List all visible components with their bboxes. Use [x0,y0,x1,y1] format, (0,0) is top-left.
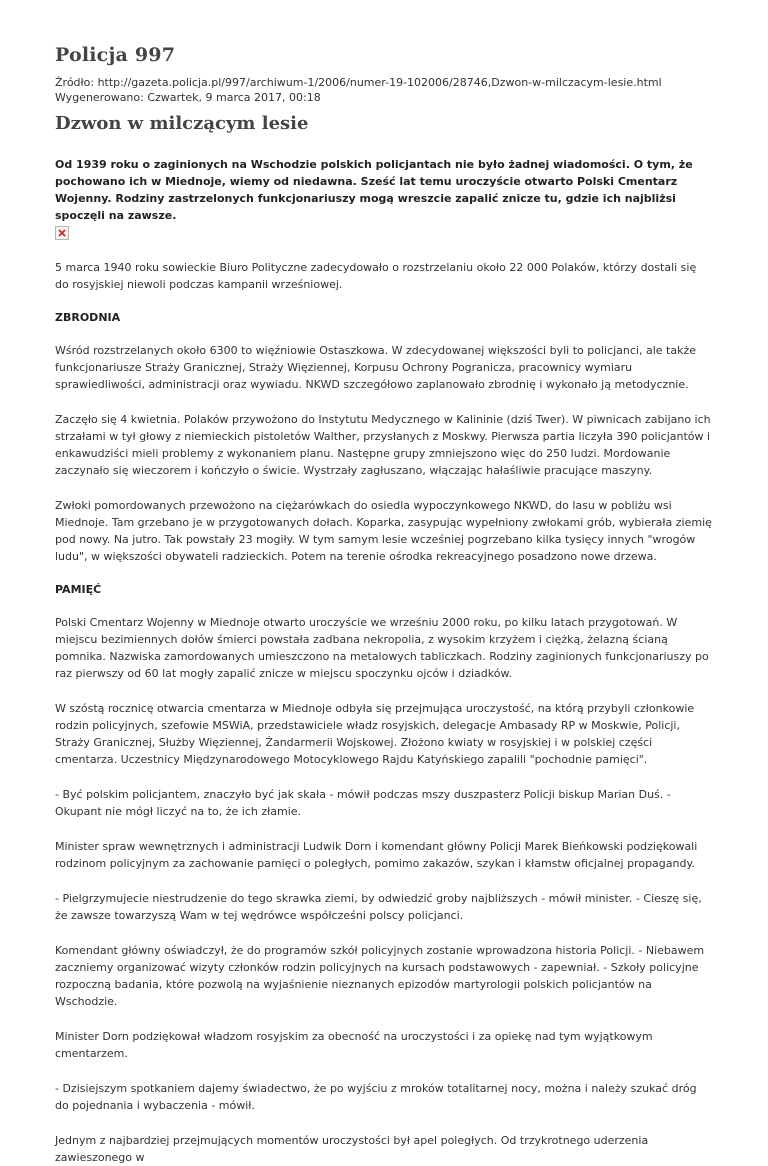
paragraph: Polski Cmentarz Wojenny w Miednoje otwarto uroczyście we wrześniu 2000 roku, po kilku latach przygotowań. W miejscu bezimiennych dołów śmierci powstała zadbana nekropolia, z wysokim krzyżem i ciężką, żelazną ścianą pomnika. Nazwiska zamordowanych umieszczono na metalowych tabliczkach. Rodziny zaginionych funkcjonariuszy po raz pierwszy od 60 lat mogły zapalić znicze w miejscu spoczynku ojców i dziadków. [55,616,709,680]
paragraph: Minister Dorn podziękował władzom rosyjskim za obecność na uroczystości i za opiekę nad tym wyjątkowym cmentarzem. [55,1030,653,1060]
paragraph: Komendant główny oświadczył, że do programów szkół policyjnych zostanie wprowadzona historia Policji. - Niebawem zaczniemy organizować wizyty członków rodzin policyjnych na kursach podstawowych - zapewniał. - Szkoły policyjne rozpoczną badania, które pozwolą na wyjaśnienie nieznanych epizodów martyrologii polskich policjantów na Wschodzie. [55,944,705,1008]
paragraph: W szóstą rocznicę otwarcia cmentarza w Miednoje odbyła się przejmująca uroczystość, na którą przybyli członkowie rodzin policyjnych, szefowie MSWiA, przedstawiciele władz rosyjskich, delegacje Ambasady RP w Moskwie, Policji, Straży Granicznej, Służby Więziennej, Żandarmerii Wojskowej. Złożono kwiaty w rosyjskiej i w polskiej części cmentarza. Uczestnicy Międzynarodowego Motocyklowego Rajdu Katyńskiego zapalili "pochodnie pamięci". [55,702,695,766]
paragraph: 5 marca 1940 roku sowieckie Biuro Polityczne zadecydowało o rozstrzelaniu około 22 000 Polaków, którzy dostali się do rosyjskiej niewoli podczas kampanii wrześniowej. [55,261,697,291]
paragraph: Wśród rozstrzelanych około 6300 to więźniowie Ostaszkowa. W zdecydowanej większości byli to policjanci, ale także funkcjonariusze Straży Granicznej, Straży Więziennej, Korpusu Ochrony Pogranicza, pracownicy wymiaru sprawiedliwości, administracji oraz wywiadu. NKWD szczegółowo zaplanowało zbrodnię i wykonało ją metodycznie. [55,344,697,391]
broken-image-icon [55,226,69,240]
article-title: Dzwon w milczącym lesie [55,113,309,134]
site-title: Policja 997 [55,44,176,66]
paragraph: Minister spraw wewnętrznych i administracji Ludwik Dorn i komendant główny Policji Marek Bieńkowski podziękowali rodzinom policyjnym za zachowanie pamięci o poległych, pomimo zakazów, szykan i kłamstw oficjalnej propagandy. [55,840,698,870]
section-heading-zbrodnia: ZBRODNIA [55,311,121,324]
paragraph: - Pielgrzymujecie niestrudzenie do tego skrawka ziemi, by odwiedzić groby najbliższych - mówił minister. - Cieszę się, że zawsze towarzyszą Wam w tej wędrówce współcześni polscy policjanci. [55,892,702,922]
section-heading-pamiec: PAMIĘĆ [55,583,102,596]
paragraph: Zwłoki pomordowanych przewożono na ciężarówkach do osiedla wypoczynkowego NKWD, do lasu w pobliżu wsi Miednoje. Tam grzebano je w przygotowanych dołach. Koparka, zasypując wypełniony zwłokami grób, wybierała ziemię pod nowy. Na jutro. Tak powstały 23 mogiły. W tym samym lesie wcześniej pogrzebano kilka tysięcy innych "wrogów ludu", w większości obywateli radzieckich. Potem na terenie ośrodka rekreacyjnego posadzono nowe drzewa. [55,499,712,563]
article-lead: Od 1939 roku o zaginionych na Wschodzie polskich policjantach nie było żadnej wiadomości. O tym, że pochowano ich w Miednoje, wiemy od niedawna. Sześć lat temu uroczyście otwarto Polski Cmentarz Wojenny. Rodziny zastrzelonych funkcjonariuszy mogą wreszcie zapalić znicze tu, gdzie ich najbliżsi spoczęli na zawsze. [55,158,693,222]
paragraph: Jednym z najbardziej przejmujących momentów uroczystości był apel poległych. Od trzykrotnego uderzenia zawieszonego w [55,1134,649,1164]
paragraph: Zaczęło się 4 kwietnia. Polaków przywożono do Instytutu Medycznego w Kalininie (dziś Twer). W piwnicach zabijano ich strzałami w tył głowy z niemieckich pistoletów Walther, przysłanych z Moskwy. Pierwsza partia liczyła 390 policjantów i enkawudziści mieli problemy z wykonaniem planu. Następne grupy zmniejszono więc do 250 ludzi. Mordowanie zaczynało się wieczorem i kończyło o świcie. Wystrzały zagłuszano, włączając hałaśliwie pracujące maszyny. [55,413,711,477]
generated-line: Wygenerowano: Czwartek, 9 marca 2017, 00:18 [55,91,321,104]
source-line: Źródło: http://gazeta.policja.pl/997/archiwum-1/2006/numer-19-102006/28746,Dzwon-w-milczacym-lesie.html [55,76,662,89]
paragraph: - Być polskim policjantem, znaczyło być jak skała - mówił podczas mszy duszpasterz Policji biskup Marian Duś. - Okupant nie mógł liczyć na to, że ich złamie. [55,788,671,818]
paragraph: - Dzisiejszym spotkaniem dajemy świadectwo, że po wyjściu z mroków totalitarnej nocy, można i należy szukać dróg do pojednania i wybaczenia - mówił. [55,1082,697,1112]
